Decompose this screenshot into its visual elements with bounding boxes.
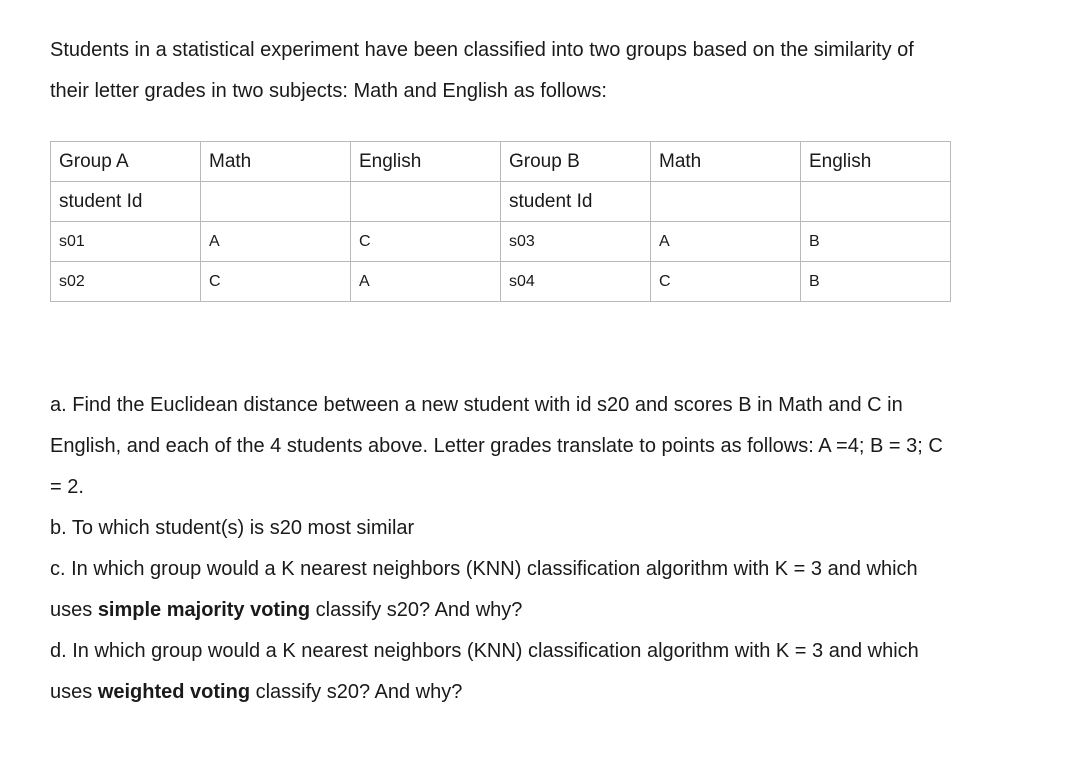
intro-line-2: their letter grades in two subjects: Math and English as follows: — [50, 80, 607, 102]
question-c-line-1: c. In which group would a K nearest neighbors (KNN) classification algorithm with K = 3 and which — [50, 558, 918, 580]
header-cell-math-a: Math — [201, 142, 351, 182]
grades-table — [50, 141, 951, 302]
table-header-row — [51, 142, 951, 182]
header-cell-english-a: English — [351, 142, 501, 182]
table-cell: A — [201, 222, 351, 262]
table-cell: C — [651, 262, 801, 302]
subheader-cell-empty — [201, 182, 351, 222]
subheader-cell-empty — [651, 182, 801, 222]
table-cell: B — [801, 222, 951, 262]
question-b-line-1: b. To which student(s) is s20 most similar — [50, 517, 415, 539]
table-cell: C — [201, 262, 351, 302]
table-cell: B — [801, 262, 951, 302]
header-cell-math-b: Math — [651, 142, 801, 182]
table-cell: A — [351, 262, 501, 302]
question-d-line-2 — [50, 672, 1050, 713]
subheader-cell-student-id-a: student Id — [51, 182, 201, 222]
intro-line-1: Students in a statistical experiment have been classified into two groups based on the similarity of — [50, 39, 914, 61]
table-row — [51, 262, 951, 302]
question-c-line-2 — [50, 590, 1050, 631]
table-subheader-row — [51, 182, 951, 222]
subheader-cell-empty — [351, 182, 501, 222]
question-d-line-1: d. In which group would a K nearest neighbors (KNN) classification algorithm with K = 3 and which — [50, 640, 919, 662]
table-cell: A — [651, 222, 801, 262]
header-cell-group-a: Group A — [51, 142, 201, 182]
question-d-suffix: classify s20? And why? — [250, 681, 463, 703]
question-a-line-1: a. Find the Euclidean distance between a new student with id s20 and scores B in Math and C in — [50, 394, 903, 416]
question-c-suffix: classify s20? And why? — [310, 599, 523, 621]
subheader-cell-empty — [801, 182, 951, 222]
intro-paragraph — [50, 30, 1040, 112]
subheader-cell-student-id-b: student Id — [501, 182, 651, 222]
question-c-emphasis: simple majority voting — [97, 599, 311, 621]
question-d-emphasis: weighted voting — [97, 681, 251, 703]
question-a-line-2: English, and each of the 4 students above. Letter grades translate to points as follows: A =4; B = 3; C — [50, 435, 943, 457]
table-row — [51, 222, 951, 262]
table-cell: s01 — [51, 222, 201, 262]
questions-section — [50, 385, 1050, 713]
table-cell: s04 — [501, 262, 651, 302]
header-cell-group-b: Group B — [501, 142, 651, 182]
table-cell: s02 — [51, 262, 201, 302]
table-cell: s03 — [501, 222, 651, 262]
question-c-prefix: uses — [50, 599, 98, 621]
header-cell-english-b: English — [801, 142, 951, 182]
question-a-line-3: = 2. — [50, 476, 84, 498]
table-cell: C — [351, 222, 501, 262]
question-d-prefix: uses — [50, 681, 98, 703]
